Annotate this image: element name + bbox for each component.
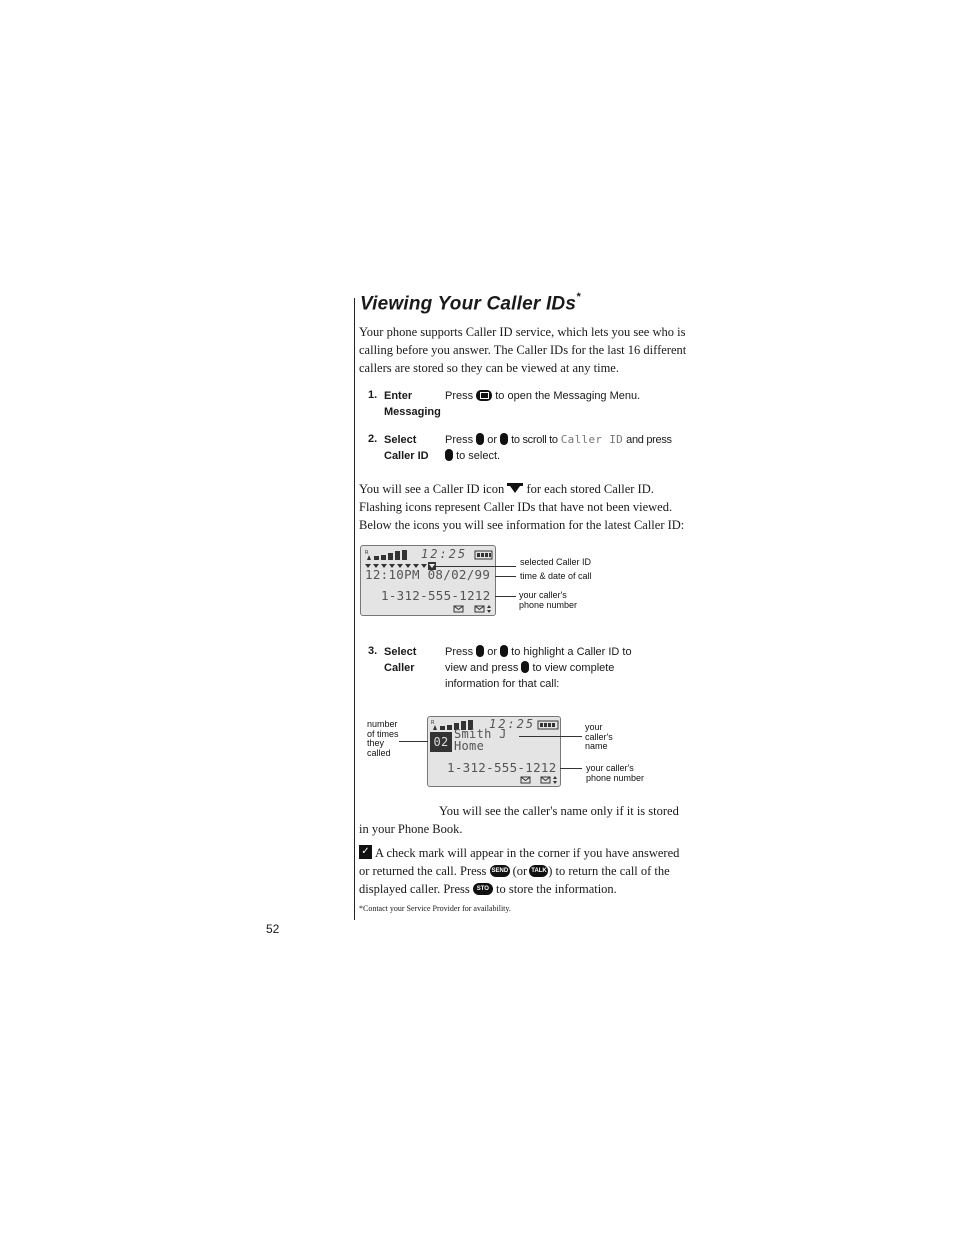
callout-line-time-date	[495, 576, 516, 577]
display-clock: 12:25	[421, 547, 468, 561]
footnote-mark: *	[576, 291, 581, 303]
select-key-icon	[445, 449, 453, 461]
name-note-line1: You will see the caller's name only if it is stored	[439, 804, 679, 818]
page-number: 52	[266, 922, 280, 936]
message-indicator-icons	[520, 775, 560, 785]
menu-item-caller-id: Caller ID	[560, 433, 624, 446]
message-indicator-icons	[453, 604, 493, 614]
select-key-icon	[521, 661, 529, 673]
margin-rule	[354, 298, 355, 920]
display-phone-number: 1-312-555-1212	[447, 760, 557, 775]
callout-line-selected	[433, 566, 516, 567]
callout-selected-caller-id: selected Caller ID	[520, 557, 592, 567]
callout-caller-name: your caller's name	[585, 722, 613, 751]
check-mark-note: ✓ A check mark will appear in the corner if you have answered or returned the call. Press SEND (or TALK) to return the call of the displayed caller. Press STO to store the information.	[359, 846, 680, 896]
callout-line-times-called	[399, 741, 428, 742]
callout-phone-number: your caller's phone number	[586, 763, 645, 783]
display-phone-number: 1-312-555-1212	[381, 588, 491, 603]
message-key-icon	[476, 390, 492, 401]
step-1-text: Press to open the Messaging Menu.	[445, 390, 641, 402]
callout-time-date: time & date of call	[520, 571, 592, 581]
name-note-line2: in your Phone Book.	[359, 822, 463, 836]
talk-key-icon: TALK	[529, 865, 548, 877]
step-2-number: 2.	[368, 433, 378, 445]
intro-paragraph: Your phone supports Caller ID service, which lets you see who is calling before you answer. The Caller IDs for the last 16 different callers are stored so they can be viewed at any time.	[359, 325, 687, 375]
scroll-up-key-icon	[476, 645, 484, 657]
scroll-up-key-icon	[476, 433, 484, 445]
scroll-down-key-icon	[500, 645, 508, 657]
callout-line-name	[519, 736, 582, 737]
step-3-text: Press or to highlight a Caller ID to view and press to view complete information for that call:	[445, 646, 632, 690]
step-1-label: Enter Messaging	[384, 390, 441, 418]
scroll-down-key-icon	[500, 433, 508, 445]
display-time-date: 12:10PM 08/02/99	[365, 567, 491, 582]
call-count-badge: 02	[430, 732, 452, 752]
sto-key-icon: STO	[473, 883, 493, 895]
send-key-icon: SEND	[490, 865, 510, 877]
display-clock: 12:25	[489, 717, 536, 731]
step-2-text: Press or to scroll to Caller ID and press to select.	[445, 433, 672, 462]
phone-display-caller-detail	[427, 716, 561, 787]
callout-line-phone	[560, 768, 582, 769]
svg-text:R: R	[431, 720, 435, 726]
caller-id-icon-paragraph: You will see a Caller ID icon for each stored Caller ID. Flashing icons represent Caller IDs that have not been viewed. Below the icons you will see information for the latest Caller ID:	[359, 482, 685, 532]
caller-id-icon	[507, 482, 523, 494]
step-3-label: Select Caller	[384, 646, 417, 674]
step-1-number: 1.	[368, 389, 378, 401]
display-caller-location: Home	[454, 739, 485, 753]
footnote: *Contact your Service Provider for availability.	[359, 904, 511, 913]
callout-line-phone	[495, 596, 516, 597]
svg-text:R: R	[365, 550, 369, 556]
callout-times-called: number of times they called	[367, 719, 399, 758]
phone-display-caller-id-list	[360, 545, 496, 616]
step-3-number: 3.	[368, 645, 378, 657]
check-mark-icon: ✓	[359, 845, 372, 859]
display-caller-name: Smith J	[454, 727, 507, 741]
callout-phone-number: your caller's phone number	[519, 590, 578, 610]
step-2-label: Select Caller ID	[384, 434, 429, 462]
page-title: Viewing Your Caller IDs*	[360, 291, 581, 315]
